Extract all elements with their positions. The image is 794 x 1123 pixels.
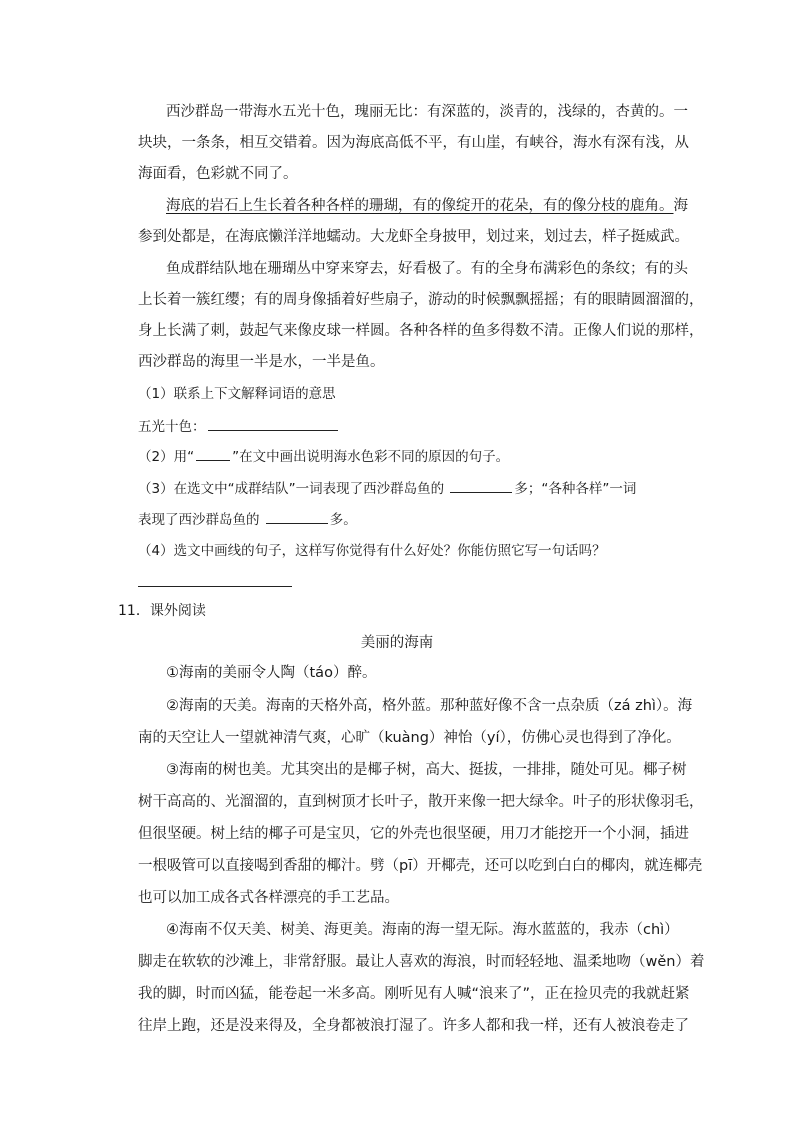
section-header [118, 601, 206, 621]
question-2-pre: （2）用“ [138, 449, 195, 465]
passage1-p2-line2: 参到处都是，在海底懒洋洋地蠕动。大龙虾全身披甲，划过来，划过去，样子挺威武。 [138, 229, 689, 245]
question-1: （1）联系上下文解释词语的意思 [138, 386, 336, 402]
passage2-p3-line5: 也可以加工成各式各样漂亮的手工艺品。 [138, 890, 399, 906]
question-3-part-c: 表现了西沙群岛鱼的 [138, 512, 260, 528]
question-3-line1 [138, 478, 678, 499]
passage2-p3-line1: ③海南的树也美。尤其突出的是椰子树，高大、挺拔，一排排，随处可见。椰子树 [166, 762, 687, 778]
passage1-p1-line3: 海面看，色彩就不同了。 [138, 166, 298, 182]
passage2-p2-line1: ②海南的天美。海南的天格外高，格外蓝。那种蓝好像不含一点杂质（zá zhì）。海 [166, 698, 693, 714]
passage1-p3-line4: 西沙群岛的海里一半是水，一半是鱼。 [138, 354, 385, 370]
question-3-line2 [138, 509, 678, 530]
passage1-p1-line2: 块块，一条条，相互交错着。因为海底高低不平，有山崖，有峡谷，海水有深有浅，从 [138, 135, 689, 151]
question-3-part-b: 多；“各种各样”一词 [514, 481, 637, 497]
passage2-p4-line2: 脚走在软软的沙滩上，非常舒服。最让人喜欢的海浪，时而轻轻地、温柔地吻（wěn）着 [138, 954, 705, 970]
underline-sample [196, 446, 230, 461]
section-number: 11． [118, 603, 150, 619]
question-4: （4）选文中画线的句子，这样写你觉得有什么好处？你能仿照它写一句话吗？ [138, 543, 606, 559]
passage2-p1: ①海南的美丽令人陶（táo）醉。 [166, 665, 377, 681]
passage1-p1-line1: 西沙群岛一带海水五光十色，瑰丽无比：有深蓝的，淡青的，浅绿的，杏黄的。一 [166, 104, 688, 120]
question-3-part-d: 多。 [329, 512, 357, 528]
passage1-p2-tail: 海 [673, 198, 688, 214]
question-2-post: ”在文中画出说明海水色彩不同的原因的句子。 [232, 449, 510, 465]
question-3-part-a: （3）在选文中“成群结队”一词表现了西沙群岛鱼的 [138, 481, 445, 497]
passage2-p4-line3: 我的脚，时而凶猛，能卷起一米多高。刚听见有人喊“浪来了”，正在捡贝壳的我就赶紧 [138, 986, 690, 1002]
passage2-p2-line2: 南的天空让人一望就神清气爽，心旷（kuàng）神怡（yí），仿佛心灵也得到了净化。 [138, 730, 681, 746]
passage2-p3-line3: 但很坚硬。树上结的椰子可是宝贝，它的外壳也很坚硬，用刀才能挖开一个小洞，插进 [138, 826, 689, 842]
answer-line-4[interactable] [138, 586, 292, 587]
passage1-p2-line1 [166, 196, 688, 216]
passage1-p3-line3: 身上长满了刺，鼓起气来像皮球一样圆。各种各样的鱼多得数不清。正像人们说的那样， [138, 323, 704, 339]
section-label: 课外阅读 [149, 603, 206, 619]
passage1-p3-line1: 鱼成群结队地在珊瑚丛中穿来穿去，好看极了。有的全身布满彩色的条纹；有的头 [166, 261, 688, 277]
passage2-p4-line4: 往岸上跑，还是没来得及，全身都被浪打湿了。许多人都和我一样，还有人被浪卷走了 [138, 1018, 689, 1034]
passage1-p3-line2: 上长着一簇红缨；有的周身像插着好些扇子，游动的时候飘飘摇摇；有的眼睛圆溜溜的， [138, 292, 704, 308]
question-2 [138, 446, 678, 467]
question-1-term: 五光十色： [138, 419, 206, 435]
passage2-title: 美丽的海南 [360, 635, 434, 651]
answer-blank-3b[interactable] [266, 509, 328, 524]
question-1-answer [138, 416, 678, 437]
passage2-p3-line2: 树干高高的、光溜溜的，直到树顶才长叶子，散开来像一把大绿伞。叶子的形状像羽毛， [138, 794, 704, 810]
answer-blank-3a[interactable] [450, 478, 512, 493]
passage2-p4-line1: ④海南不仅天美、树美、海更美。海南的海一望无际。海水蓝蓝的，我赤（chì） [166, 922, 679, 938]
passage2-p3-line4: 一根吸管可以直接喝到香甜的椰汁。劈（pī）开椰壳，还可以吃到白白的椰肉，就连椰壳 [138, 858, 703, 874]
answer-blank-1[interactable] [208, 416, 338, 431]
underlined-sentence: 海底的岩石上生长着各种各样的珊瑚，有的像绽开的花朵，有的像分枝的鹿角。 [166, 198, 674, 214]
